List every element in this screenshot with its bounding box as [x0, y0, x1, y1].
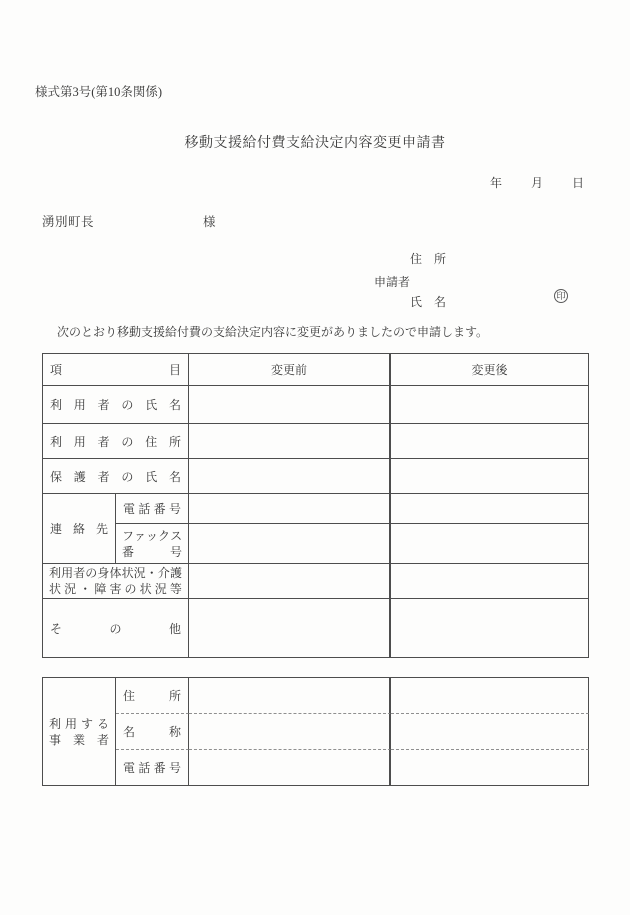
seal-mark-icon — [554, 289, 568, 303]
cell-provider-phone-right — [391, 750, 589, 786]
cell-provider-name-right — [391, 714, 589, 750]
form-number: 様式第3号(第10条関係) — [35, 85, 163, 99]
cell-user-name-after — [391, 386, 589, 424]
cell-provider-address-left — [189, 678, 391, 714]
label-user-name: 利 用 者 の 氏 名 — [43, 386, 189, 424]
seal-character: 印 — [556, 290, 566, 301]
cell-provider-address-right — [391, 678, 589, 714]
label-provider-address: 住 所 — [116, 678, 189, 714]
label-provider-group: 利 用 す る 事 業 者 — [43, 678, 116, 786]
cell-provider-phone-left — [189, 750, 391, 786]
date-month-label: 月 — [530, 176, 543, 190]
change-header-after: 変更後 — [391, 354, 589, 386]
change-header-before: 変更前 — [189, 354, 391, 386]
cell-fax-after — [391, 524, 589, 564]
label-guardian-name: 保 護 者 の 氏 名 — [43, 459, 189, 494]
cell-user-name-before — [189, 386, 391, 424]
date-year-label: 年 — [490, 176, 503, 190]
addressee-name: 湧別町長 — [42, 215, 95, 229]
date-day-label: 日 — [571, 176, 584, 190]
cell-condition-after — [391, 564, 589, 599]
cell-condition-before — [189, 564, 391, 599]
applicant-label: 申請者 — [374, 275, 411, 289]
provider-table — [42, 677, 589, 786]
applicant-name-label: 氏 名 — [410, 295, 447, 309]
intro-sentence: 次のとおり移動支援給付費の支給決定内容に変更がありましたので申請します。 — [57, 325, 489, 339]
change-header-item: 項 目 — [43, 354, 189, 386]
cell-guardian-name-after — [391, 459, 589, 494]
cell-user-address-before — [189, 424, 391, 459]
cell-other-before — [189, 599, 391, 658]
applicant-address-label: 住 所 — [410, 252, 447, 266]
addressee-honorific: 様 — [203, 215, 216, 229]
cell-user-address-after — [391, 424, 589, 459]
label-contact-fax: フ ァ ッ ク ス 番 号 — [116, 524, 189, 564]
change-table — [42, 353, 589, 658]
cell-other-after — [391, 599, 589, 658]
cell-fax-before — [189, 524, 391, 564]
cell-provider-name-left — [189, 714, 391, 750]
label-other: そ の 他 — [43, 599, 189, 658]
form-title: 移動支援給付費支給決定内容変更申請書 — [184, 136, 446, 151]
label-user-address: 利 用 者 の 住 所 — [43, 424, 189, 459]
label-contact-phone: 電 話 番 号 — [116, 494, 189, 524]
label-provider-phone: 電 話 番 号 — [116, 750, 189, 786]
cell-phone-before — [189, 494, 391, 524]
cell-guardian-name-before — [189, 459, 391, 494]
cell-phone-after — [391, 494, 589, 524]
label-contact-group: 連 絡 先 — [43, 494, 116, 564]
label-condition: 利 用 者 の 身 体 状 況 ・ 介 護 状 況 ・ 障 害 の 状 況 等 — [43, 564, 189, 599]
date-line — [490, 177, 584, 189]
label-provider-name: 名 称 — [116, 714, 189, 750]
